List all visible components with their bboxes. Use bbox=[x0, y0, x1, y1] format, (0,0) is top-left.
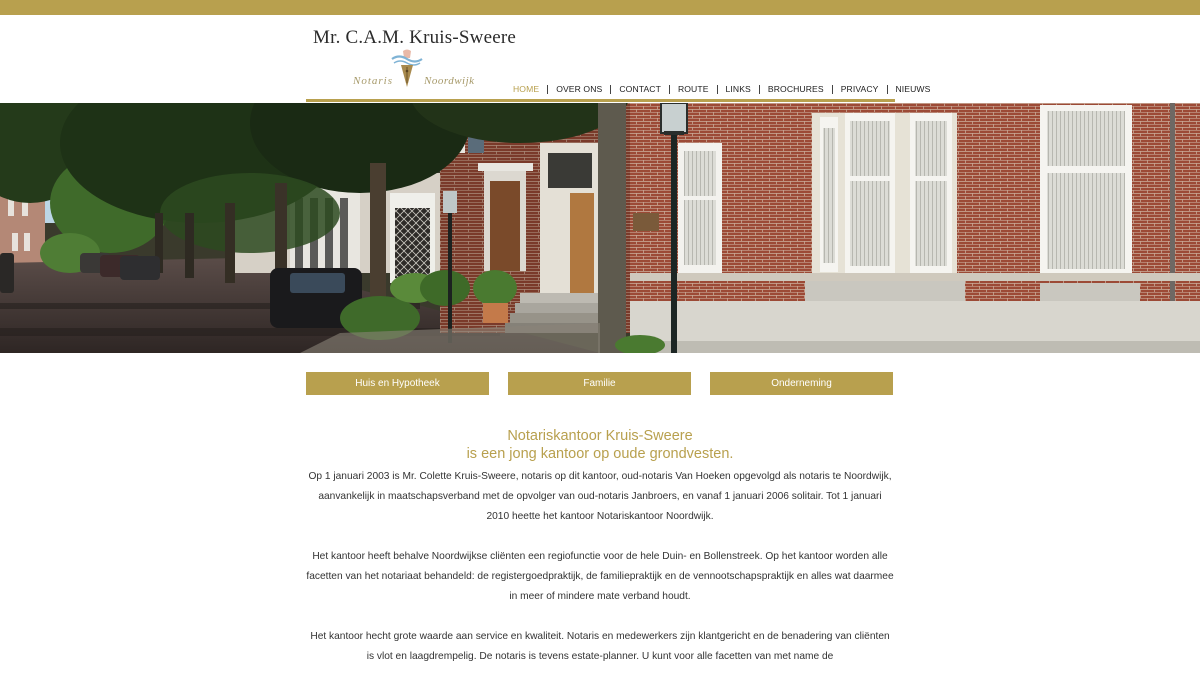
nav-contact[interactable]: CONTACT bbox=[619, 84, 661, 94]
nav-separator bbox=[547, 85, 548, 94]
nav-separator bbox=[759, 85, 760, 94]
fountain-pen-nib-icon bbox=[390, 49, 424, 89]
nav-home[interactable]: HOME bbox=[513, 84, 540, 94]
category-buttons bbox=[306, 372, 894, 395]
logo[interactable] bbox=[313, 27, 517, 99]
logo-subtitle-notaris: Notaris bbox=[353, 75, 394, 87]
nav-separator bbox=[610, 85, 611, 94]
top-accent-bar bbox=[0, 0, 1200, 15]
site-header bbox=[0, 15, 1200, 103]
intro-paragraph-1: Op 1 januari 2003 is Mr. Colette Kruis-Sweere, notaris op dit kantoor, oud-notaris Van Hoeken opgevolgd als notaris te Noordwijk, aanvankelijk in maatschapsverband met de opvolger van oud-notaris Janbroers, en vanaf 1 januari 2006 solitair. Tot 1 januari 2010 heette het kantoor Notariskantoor Noordwijk. bbox=[308, 471, 892, 522]
category-button-familie[interactable]: Familie bbox=[508, 372, 691, 395]
nav-separator bbox=[832, 85, 833, 94]
nav-route[interactable]: ROUTE bbox=[677, 84, 709, 94]
logo-subtitle-noordwijk: Noordwijk bbox=[424, 75, 475, 87]
nav-links[interactable]: LINKS bbox=[725, 84, 751, 94]
headline-line-2: is een jong kantoor op oude grondvesten. bbox=[466, 446, 734, 462]
logo-title: Mr. C.A.M. Kruis-Sweere bbox=[313, 27, 517, 48]
nav-nieuws[interactable]: NIEUWS bbox=[895, 84, 931, 94]
nav-separator bbox=[887, 85, 888, 94]
intro-paragraph-3: Het kantoor hecht grote waarde aan service en kwaliteit. Notaris en medewerkers zijn klantgericht en de benadering van cliënten is vlot en laagdrempelig. De notaris is tevens estate-planner. U kunt voor alle facetten van met name de bbox=[310, 631, 890, 662]
category-button-onderneming[interactable]: Onderneming bbox=[710, 372, 893, 395]
nav-separator bbox=[669, 85, 670, 94]
nav-over-ons[interactable]: OVER ONS bbox=[556, 84, 603, 94]
nav-separator bbox=[717, 85, 718, 94]
intro-paragraph-2: Het kantoor heeft behalve Noordwijkse cliënten een regiofunctie voor de hele Duin- en Bollenstreek. Op het kantoor worden alle facetten van het notariaat behandeld: de registergoedpraktijk, de familiepraktijk en de vennootschapspraktijk en alles wat daarmee in meer of mindere mate verband houdt. bbox=[306, 551, 894, 602]
nav-brochures[interactable]: BROCHURES bbox=[767, 84, 824, 94]
nav-privacy[interactable]: PRIVACY bbox=[840, 84, 879, 94]
street-scene-image bbox=[0, 103, 1200, 353]
header-divider bbox=[306, 99, 895, 102]
headline-line-1: Notariskantoor Kruis-Sweere bbox=[507, 428, 693, 444]
main-nav bbox=[513, 83, 930, 95]
main-content bbox=[306, 427, 894, 667]
category-button-huis-en-hypotheek[interactable]: Huis en Hypotheek bbox=[306, 372, 489, 395]
page-headline bbox=[306, 427, 894, 463]
hero-image bbox=[0, 103, 1200, 353]
